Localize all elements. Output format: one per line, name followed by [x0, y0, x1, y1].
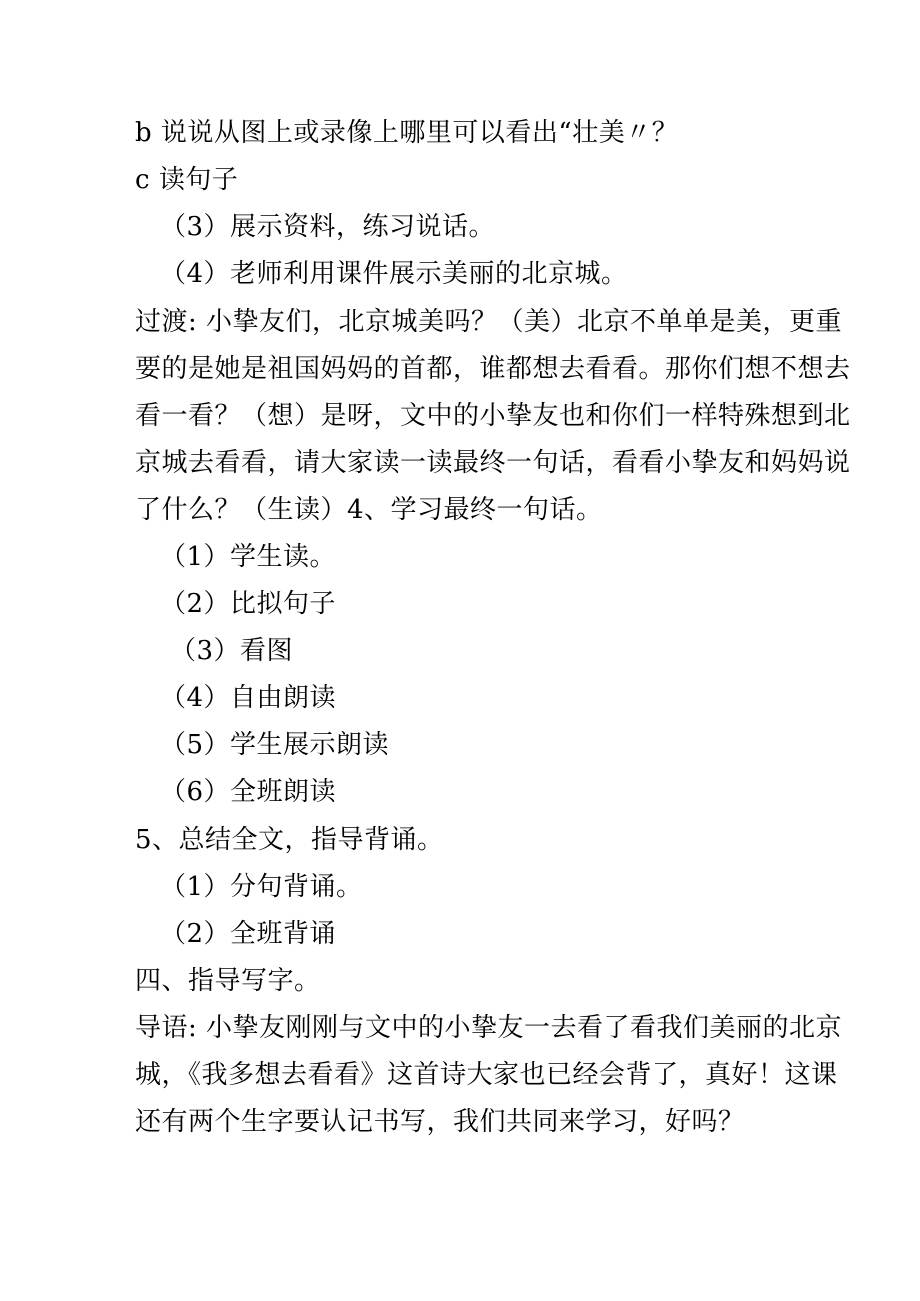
text-line-transition-1: 过渡: 小挚友们，北京城美吗？（美）北京不单单是美，更重	[135, 307, 843, 337]
text-line-step-6: （6）全班朗读	[160, 777, 337, 807]
text-line-transition-4: 京城去看看，请大家读一读最终一句话，看看小挚友和妈妈说	[135, 448, 851, 478]
text-line-intro-1: 导语: 小挚友刚刚与文中的小挚友一去看了看我们美丽的北京	[135, 1013, 843, 1043]
text-line-item-3-materials: （3）展示资料，练习说话。	[160, 212, 496, 242]
text-line-transition-3: 看一看？（想）是呀，文中的小挚友也和你们一样特殊想到北	[135, 401, 851, 431]
text-line-intro-2: 城，《我多想去看看》这首诗大家也已经会背了，真好！这课	[135, 1060, 838, 1090]
text-line-c-read: c 读句子	[135, 165, 239, 195]
text-line-recite-1: （1）分句背诵。	[160, 872, 363, 902]
text-line-section-5: 5、总结全文，指导背诵。	[135, 825, 444, 855]
text-line-recite-2: （2）全班背诵	[160, 919, 337, 949]
text-line-transition-5: 了什么？（生读）4、学习最终一句话。	[135, 495, 603, 525]
text-line-section-4: 四、指导写字。	[135, 966, 321, 996]
text-line-transition-2: 要的是她是祖国妈妈的首都，谁都想去看看。那你们想不想去	[135, 354, 851, 384]
text-line-step-4: （4）自由朗读	[160, 683, 337, 713]
text-line-step-2: （2）比拟句子	[160, 589, 337, 619]
text-line-step-5: （5）学生展示朗读	[160, 730, 390, 760]
text-line-step-1: （1）学生读。	[160, 542, 337, 572]
text-line-b-question: b 说说从图上或录像上哪里可以看出“壮美〃？	[135, 118, 679, 148]
text-line-step-3: （3）看图	[170, 636, 294, 666]
text-line-item-4-courseware: （4）老师利用课件展示美丽的北京城。	[160, 259, 628, 289]
text-line-intro-3: 还有两个生字要认记书写，我们共同来学习，好吗？	[135, 1107, 745, 1137]
